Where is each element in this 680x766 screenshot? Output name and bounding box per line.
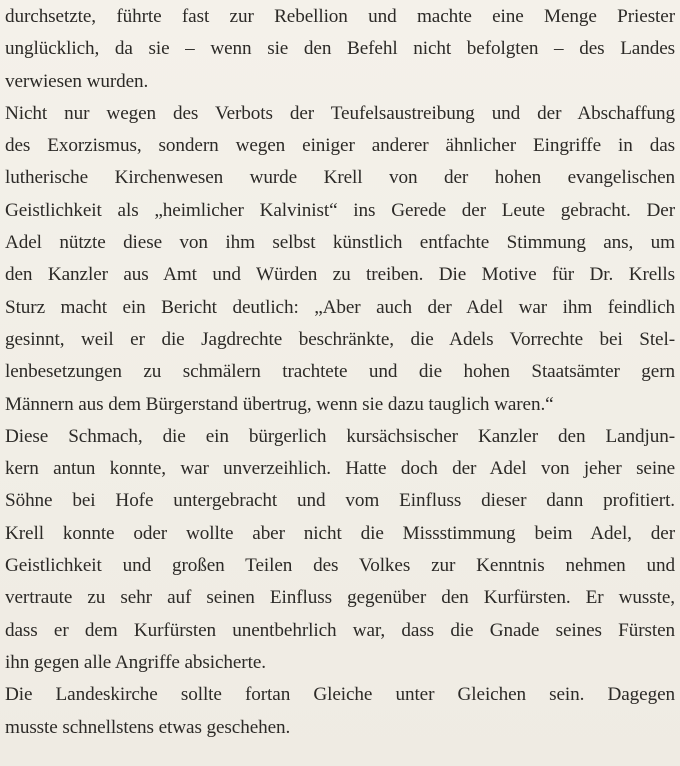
text-line: musste schnellstens etwas geschehen.	[5, 716, 291, 738]
body-text	[5, 1, 675, 744]
text-line: dass er dem Kurfürsten unentbehrlich war, dass die Gnade seines Fürsten	[5, 619, 675, 641]
text-line: verwiesen wurden.	[5, 70, 149, 92]
text-line: lutherische Kirchenwesen wurde Krell von der hohen evangelischen	[5, 167, 675, 189]
text-line: Geistlichkeit und großen Teilen des Volkes zur Kenntnis nehmen und	[5, 555, 675, 577]
paragraph-1	[5, 1, 675, 98]
text-line: gesinnt, weil er die Jagdrechte beschränkte, die Adels Vorrechte bei Stel-	[5, 328, 675, 350]
text-line: Die Landeskirche sollte fortan Gleiche unter Gleichen sein. Dagegen	[5, 684, 675, 706]
text-line: ihn gegen alle Angriffe absicherte.	[5, 651, 266, 673]
text-line: Diese Schmach, die ein bürgerlich kursächsischer Kanzler den Landjun-	[5, 425, 675, 447]
paragraph-3	[5, 421, 675, 679]
text-line: Männern aus dem Bürgerstand übertrug, wenn sie dazu tauglich waren.“	[5, 393, 554, 415]
paragraph-2	[5, 98, 675, 421]
text-line: des Exorzismus, sondern wegen einiger anderer ähnlicher Eingriffe in das	[5, 135, 675, 157]
text-line: Söhne bei Hofe untergebracht und vom Einfluss dieser dann profitiert.	[5, 490, 675, 512]
paragraph-4	[5, 679, 675, 744]
text-line: Krell konnte oder wollte aber nicht die Missstimmung beim Adel, der	[5, 522, 675, 544]
text-line: Adel nützte diese von ihm selbst künstlich entfachte Stimmung ans, um	[5, 232, 675, 254]
text-line: kern antun konnte, war unverzeihlich. Hatte doch der Adel von jeher seine	[5, 458, 675, 480]
text-line: den Kanzler aus Amt und Würden zu treiben. Die Motive für Dr. Krells	[5, 264, 675, 286]
text-line: Geistlichkeit als „heimlicher Kalvinist“ ins Gerede der Leute gebracht. Der	[5, 199, 675, 221]
text-line: vertraute zu sehr auf seinen Einfluss gegenüber den Kurfürsten. Er wusste,	[5, 587, 675, 609]
text-line: lenbesetzungen zu schmälern trachtete und die hohen Staatsämter gern	[5, 361, 675, 383]
text-line: Sturz macht ein Bericht deutlich: „Aber auch der Adel war ihm feindlich	[5, 296, 675, 318]
text-line: durchsetzte, führte fast zur Rebellion und machte eine Menge Priester	[5, 6, 675, 27]
text-line: Nicht nur wegen des Verbots der Teufelsaustreibung und der Abschaffung	[5, 102, 675, 124]
text-line: unglücklich, da sie – wenn sie den Befehl nicht befolgten – des Landes	[5, 38, 675, 60]
